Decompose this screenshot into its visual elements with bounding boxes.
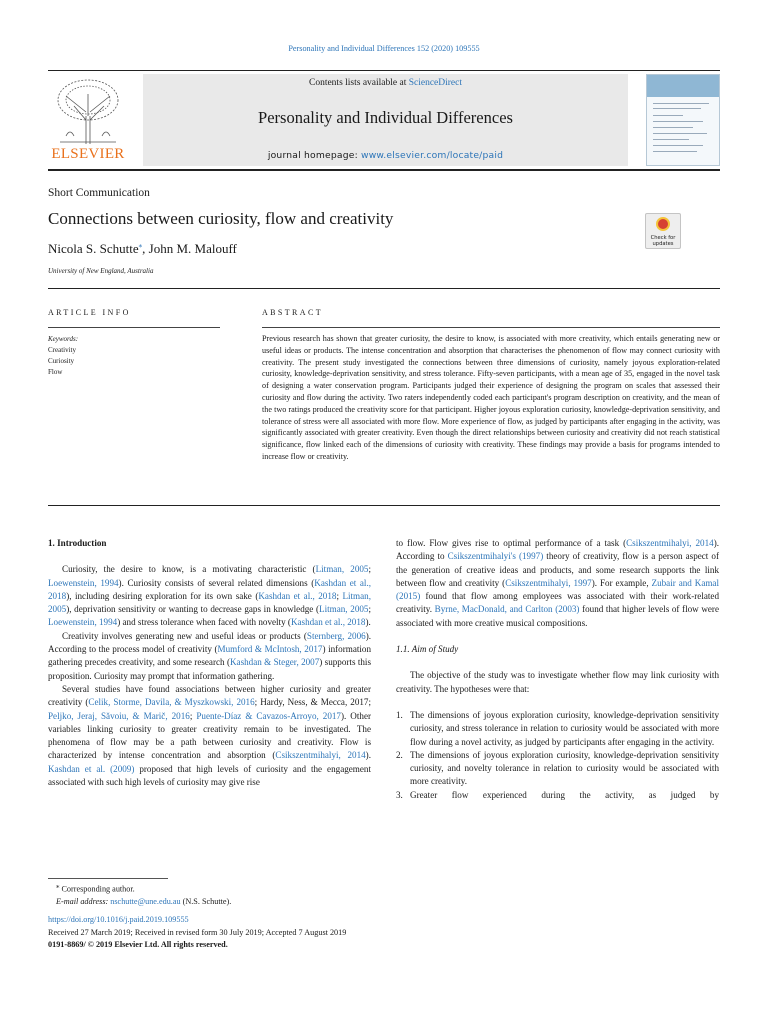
- cover-line: [653, 145, 703, 146]
- body-text: ).: [365, 750, 371, 761]
- article-info-heading: ARTICLE INFO: [48, 308, 131, 317]
- citation-link[interactable]: Csikszentmihalyi, 2014: [626, 538, 714, 548]
- body-text: ). Other variables linking curiosity to greater creativity remain to be investigated. The phenomena of flow may be a path between curiosity and creativity. Flow is characterized by intense concentration and absorption (: [48, 710, 372, 761]
- abstract-text: Previous research has shown that greater curiosity, the desire to know, is associated with more creativity, which entails generating new or useful ideas or products. The intense concentration and absorption that characterises the phenomenon of flow may connect curiosity with creativity. The present study investigated the connections between three dimensions of curiosity, namely joyous exploration-related curiosity, knowledge-deprivation sensitivity, and stress tolerance. Fifty-seven participants, with a mean age of 35, engaged in the novel task of designing a water conservation program. Participants judged their experience of designing the program on scales that assessed their curiosity and flow during the activity. Two raters independently coded each participant's program description on creativity, and the mean of the two ratings produced the creativity score for that participant. Higher joyous exploration curiosity, knowledge-deprivation sensitivity, and tolerance of stress were all associated with more flow. More experience of flow, as judged by participants after engaging in the activity, was significantly associated with greater creativity. Even though the direct relationships between curiosity and creativity did not reach statistical significance, flow linked each of the dimensions of curiosity with creativity. These findings may provide a basis for programs intended to increase flow or creativity.: [262, 334, 720, 461]
- citation-link[interactable]: Kashdan & Steger, 2007: [229, 657, 320, 668]
- hypothesis-text: Greater flow experienced during the activity, as judged by: [410, 789, 719, 800]
- article-title: Connections between curiosity, flow and creativity: [48, 209, 394, 228]
- journal-banner: [143, 74, 628, 166]
- citation-link[interactable]: Loewenstein, 1994: [48, 577, 119, 588]
- hypotheses-list: [396, 709, 719, 802]
- cover-line: [653, 133, 707, 134]
- cover-line: [653, 139, 689, 140]
- received-dates: Received 27 March 2019; Received in revised form 30 July 2019; Accepted 7 August 2019: [48, 927, 347, 937]
- check-updates-label: [646, 236, 680, 247]
- top-rule: [48, 70, 720, 71]
- body-text: ) information gathering precedes creativity, and some research (: [48, 644, 371, 668]
- contents-prefix: Contents lists available at: [308, 78, 409, 88]
- intro-paragraph-4: [396, 537, 719, 630]
- body-text: found that flow among employees was associated with their work-related creativity.: [396, 591, 719, 615]
- section-heading-aim: 1.1. Aim of Study: [396, 644, 459, 655]
- body-text: ;: [336, 590, 343, 601]
- body-text: ) and stress tolerance when faced with novelty (: [117, 617, 291, 628]
- left-column: [48, 537, 371, 789]
- cover-line: [653, 151, 697, 152]
- citation-link[interactable]: Litman, 2005: [319, 604, 369, 615]
- citation-link[interactable]: Celik, Storme, Davila, & Myszkowski, 2016: [88, 697, 255, 708]
- hypothesis-item: [396, 749, 719, 789]
- journal-citation[interactable]: Personality and Individual Differences 152 (2020) 109555: [288, 44, 480, 53]
- keyword-item: Flow: [48, 368, 63, 376]
- corresponding-author-mark[interactable]: ⁎: [138, 241, 143, 250]
- citation-link[interactable]: Csikszentmihalyi's (1997): [447, 551, 544, 562]
- body-text: ), deprivation sensitivity or wanting to decrease gaps in knowledge (: [66, 604, 320, 615]
- check-updates-line-2: updates: [652, 240, 674, 247]
- footnote-mark: ⁎: [56, 883, 60, 890]
- citation-link[interactable]: Csikszentmihalyi, 2014: [275, 750, 366, 761]
- email-label: E-mail address:: [56, 897, 111, 907]
- author-schutte[interactable]: Nicola S. Schutte: [48, 241, 139, 256]
- body-text: ). According to the process model of creativity (: [48, 630, 371, 655]
- spacer: [396, 696, 719, 709]
- citation-link[interactable]: Loewenstein, 1994: [48, 617, 118, 628]
- hypothesis-number: 2.: [396, 749, 403, 760]
- body-text: to flow. Flow gives rise to optimal performance of a task (: [396, 538, 627, 548]
- email-link[interactable]: nschutte@une.edu.au: [110, 897, 181, 907]
- author-separator: ,: [142, 241, 149, 256]
- citation-link[interactable]: Litman, 2005: [48, 590, 371, 615]
- body-text: Creativity involves generating new and useful ideas or products (: [62, 630, 307, 641]
- check-updates-icon: [656, 217, 670, 231]
- elsevier-tree-icon: [52, 76, 124, 146]
- doi-link[interactable]: https://doi.org/10.1016/j.paid.2019.109555: [48, 915, 189, 924]
- author-malouff[interactable]: John M. Malouff: [148, 241, 237, 256]
- abstract-heading: ABSTRACT: [262, 308, 323, 317]
- hypothesis-number: 3.: [396, 789, 403, 800]
- email-suffix: (N.S. Schutte).: [180, 897, 232, 907]
- journal-homepage: [143, 150, 628, 161]
- intro-paragraph-1: [48, 563, 371, 629]
- body-text: ), including desiring exploration for its own sake (: [66, 590, 259, 601]
- hypothesis-item: [396, 709, 719, 749]
- author-list: [48, 241, 237, 257]
- citation-link[interactable]: Sternberg, 2006: [306, 630, 366, 641]
- info-top-rule: [48, 288, 720, 289]
- abstract-rule: [262, 327, 720, 328]
- body-text: Curiosity, the desire to know, is a motivating characteristic (: [62, 564, 316, 575]
- right-column: [396, 537, 719, 802]
- citation-link[interactable]: Kashdan et al., 2018: [290, 617, 366, 628]
- journal-cover-thumbnail[interactable]: [646, 74, 720, 166]
- publication-info: [48, 914, 346, 952]
- citation-link[interactable]: Kashdan et al. (2009): [48, 763, 135, 774]
- cover-line: [653, 103, 709, 104]
- keyword-item: Creativity: [48, 346, 76, 354]
- elsevier-wordmark: ELSEVIER: [51, 146, 125, 162]
- elsevier-logo[interactable]: [48, 74, 128, 166]
- corresponding-author-note: [48, 881, 231, 896]
- body-text: theory of creativity, flow is a person aspect of the generation of creative ideas and products, and some research supports the link between flow and creativity (: [396, 551, 719, 588]
- body-text: ) supports this proposition. Curiosity may prompt that information gathering.: [48, 657, 371, 681]
- contents-line: [143, 78, 628, 88]
- cover-line: [653, 115, 683, 116]
- body-text: ; Hardy, Ness, & Mecca, 2017;: [254, 697, 371, 708]
- citation-link[interactable]: Kashdan et al., 2018: [258, 590, 337, 601]
- footnotes: [48, 881, 231, 909]
- hypothesis-number: 1.: [396, 709, 403, 720]
- body-text: Several studies have found associations between higher curiosity and greater creativity (: [48, 683, 371, 708]
- citation-link[interactable]: Byrne, MacDonald, and Carlton (2003): [434, 604, 580, 615]
- section-heading-introduction: 1. Introduction: [48, 538, 107, 548]
- check-updates-line-1: Check for: [650, 235, 676, 241]
- footnote-rule: [48, 878, 168, 879]
- body-text: ;: [368, 604, 371, 615]
- citation-link[interactable]: Puente-Díaz & Cavazos-Arroyo, 2017: [196, 710, 341, 721]
- keywords-block: [48, 334, 78, 378]
- citation-link[interactable]: Mumford & McIntosh, 2017: [217, 644, 323, 655]
- keyword-item: Curiosity: [48, 357, 75, 365]
- cover-line: [653, 121, 703, 122]
- body-text: ). According to: [396, 538, 719, 562]
- intro-paragraph-3: [48, 683, 371, 789]
- body-text: ;: [189, 710, 197, 721]
- journal-title: Personality and Individual Differences: [258, 108, 513, 127]
- footnote-corresponding: Corresponding author.: [59, 884, 135, 894]
- body-text: found that higher levels of flow were associated with more creative musical compositions.: [396, 604, 719, 628]
- cover-line: [653, 127, 693, 128]
- article-type: Short Communication: [48, 187, 150, 199]
- hypothesis-text: The dimensions of joyous exploration curiosity, knowledge-deprivation sensitivity curiosity, and novelty tolerance in relation to curiosity would be associated with more creativity.: [410, 749, 719, 787]
- body-text: ). For example,: [591, 577, 652, 588]
- intro-paragraph-2: [48, 630, 371, 683]
- citation-link[interactable]: Peljko, Jeraj, Săvoiu, & Marič, 2016: [48, 710, 190, 721]
- citation-link[interactable]: Csikszentmihalyi, 1997: [505, 577, 592, 588]
- aim-paragraph: The objective of the study was to investigate whether flow may link curiosity with creativity. The hypotheses were that:: [396, 670, 719, 694]
- hypothesis-item: [396, 789, 719, 802]
- copyright: 0191-8869/ © 2019 Elsevier Ltd. All rights reserved.: [48, 940, 228, 949]
- check-for-updates-button[interactable]: [645, 213, 681, 249]
- affiliation: University of New England, Australia: [48, 267, 154, 275]
- homepage-prefix: journal homepage:: [267, 150, 361, 161]
- hypothesis-text: The dimensions of joyous exploration curiosity, knowledge-deprivation sensitivity curiosity, and stress tolerance in relation to curiosity would be associated with more flow during a novel activity, as judged by participants after engaging in the activity.: [410, 709, 719, 747]
- cover-line: [653, 108, 701, 109]
- body-text: proposed that high levels of curiosity and the engagement associated with such high levels of curiosity may give rise: [48, 763, 371, 788]
- body-text: ). Curiosity consists of several related dimensions (: [118, 577, 315, 588]
- body-text: ;: [368, 564, 371, 575]
- sciencedirect-link[interactable]: ScienceDirect: [408, 78, 462, 88]
- header-rule: [48, 169, 720, 171]
- email-note: [48, 896, 231, 909]
- article-info-rule: [48, 327, 220, 328]
- homepage-link[interactable]: www.elsevier.com/locate/paid: [361, 150, 504, 161]
- citation-link[interactable]: Litman, 2005: [315, 564, 369, 575]
- citation-link[interactable]: Kashdan et al., 2018: [48, 577, 372, 601]
- body-text: ).: [365, 617, 371, 628]
- cover-header-band: [647, 75, 719, 97]
- citation-link[interactable]: Zubair and Kamal (2015): [396, 577, 719, 602]
- abstract-bottom-rule: [48, 505, 720, 506]
- keywords-label: Keywords:: [48, 335, 79, 343]
